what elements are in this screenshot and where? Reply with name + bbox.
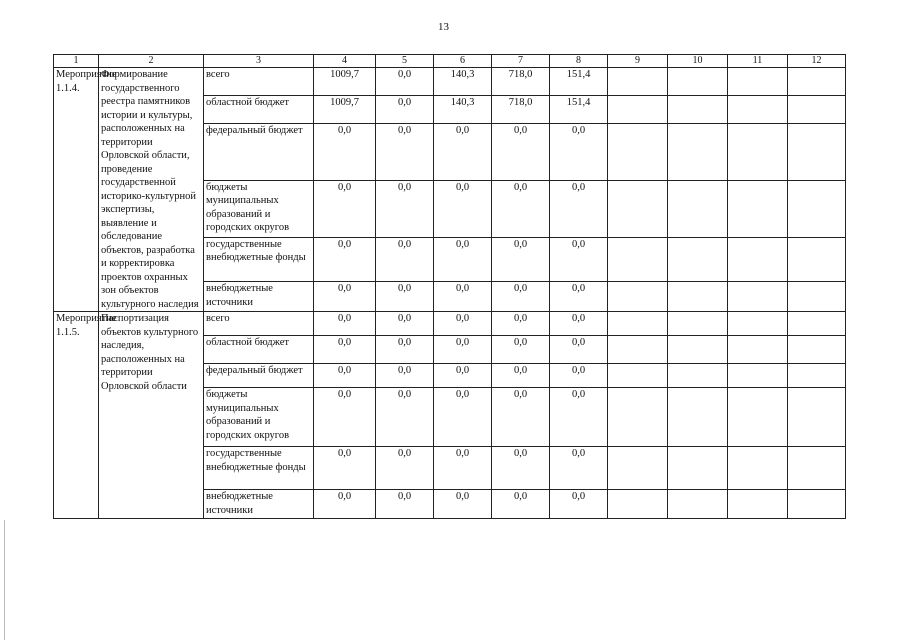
funding-source: областной бюджет xyxy=(204,336,314,364)
funding-value: 0,0 xyxy=(314,447,376,490)
empty-cell xyxy=(788,123,846,180)
empty-cell xyxy=(788,490,846,519)
funding-value: 0,0 xyxy=(434,447,492,490)
funding-source: федеральный бюджет xyxy=(204,364,314,388)
funding-value: 0,0 xyxy=(376,96,434,123)
column-header: 11 xyxy=(728,55,788,68)
funding-value: 0,0 xyxy=(314,237,376,282)
column-number-row xyxy=(54,55,846,68)
empty-cell xyxy=(608,237,668,282)
empty-cell xyxy=(728,282,788,312)
funding-value: 0,0 xyxy=(434,180,492,237)
page-number: 13 xyxy=(438,21,449,33)
funding-value: 0,0 xyxy=(492,447,550,490)
empty-cell xyxy=(788,364,846,388)
empty-cell xyxy=(668,364,728,388)
empty-cell xyxy=(728,312,788,336)
empty-cell xyxy=(788,336,846,364)
funding-value: 1009,7 xyxy=(314,96,376,123)
funding-value: 0,0 xyxy=(550,388,608,447)
funding-value: 140,3 xyxy=(434,96,492,123)
funding-value: 151,4 xyxy=(550,96,608,123)
funding-value: 0,0 xyxy=(376,312,434,336)
empty-cell xyxy=(728,447,788,490)
funding-value: 0,0 xyxy=(492,123,550,180)
empty-cell xyxy=(668,336,728,364)
column-header: 9 xyxy=(608,55,668,68)
funding-value: 0,0 xyxy=(550,312,608,336)
empty-cell xyxy=(788,312,846,336)
funding-value: 0,0 xyxy=(550,364,608,388)
column-header: 7 xyxy=(492,55,550,68)
empty-cell xyxy=(608,180,668,237)
funding-source: внебюджетные источники xyxy=(204,282,314,312)
empty-cell xyxy=(608,364,668,388)
funding-value: 0,0 xyxy=(550,282,608,312)
funding-value: 0,0 xyxy=(434,282,492,312)
empty-cell xyxy=(668,180,728,237)
funding-value: 0,0 xyxy=(376,490,434,519)
funding-value: 0,0 xyxy=(492,388,550,447)
funding-value: 0,0 xyxy=(376,364,434,388)
empty-cell xyxy=(608,447,668,490)
empty-cell xyxy=(668,490,728,519)
column-header: 3 xyxy=(204,55,314,68)
funding-value: 0,0 xyxy=(314,336,376,364)
funding-value: 0,0 xyxy=(434,388,492,447)
funding-value: 140,3 xyxy=(434,68,492,96)
empty-cell xyxy=(668,96,728,123)
funding-value: 0,0 xyxy=(550,180,608,237)
empty-cell xyxy=(788,68,846,96)
funding-value: 0,0 xyxy=(434,312,492,336)
funding-value: 0,0 xyxy=(314,312,376,336)
funding-value: 0,0 xyxy=(376,388,434,447)
column-header: 12 xyxy=(788,55,846,68)
empty-cell xyxy=(728,490,788,519)
funding-value: 0,0 xyxy=(492,364,550,388)
empty-cell xyxy=(728,364,788,388)
funding-source: государственные внебюджетные фонды xyxy=(204,447,314,490)
funding-source: всего xyxy=(204,312,314,336)
empty-cell xyxy=(728,123,788,180)
empty-cell xyxy=(668,282,728,312)
funding-value: 0,0 xyxy=(492,237,550,282)
empty-cell xyxy=(728,68,788,96)
empty-cell xyxy=(788,96,846,123)
column-header: 6 xyxy=(434,55,492,68)
funding-value: 0,0 xyxy=(492,180,550,237)
funding-value: 0,0 xyxy=(376,123,434,180)
empty-cell xyxy=(668,388,728,447)
funding-value: 0,0 xyxy=(376,447,434,490)
column-header: 10 xyxy=(668,55,728,68)
funding-value: 0,0 xyxy=(314,490,376,519)
funding-value: 0,0 xyxy=(314,123,376,180)
measure-code: Мероприятие 1.1.4. xyxy=(54,68,99,312)
table-row xyxy=(54,312,846,336)
empty-cell xyxy=(788,237,846,282)
empty-cell xyxy=(668,123,728,180)
funding-value: 0,0 xyxy=(550,123,608,180)
funding-value: 0,0 xyxy=(376,237,434,282)
funding-value: 0,0 xyxy=(314,364,376,388)
funding-source: внебюджетные источники xyxy=(204,490,314,519)
empty-cell xyxy=(728,388,788,447)
funding-value: 718,0 xyxy=(492,68,550,96)
funding-value: 0,0 xyxy=(434,237,492,282)
funding-source: всего xyxy=(204,68,314,96)
funding-value: 0,0 xyxy=(434,123,492,180)
funding-source: федеральный бюджет xyxy=(204,123,314,180)
measure-description: Паспортизация объектов культурного наследия, расположенных на территории Орловской области xyxy=(99,312,204,519)
funding-value: 151,4 xyxy=(550,68,608,96)
funding-source: бюджеты муниципальных образований и городских округов xyxy=(204,388,314,447)
funding-value: 0,0 xyxy=(434,490,492,519)
funding-source: областной бюджет xyxy=(204,96,314,123)
funding-value: 0,0 xyxy=(376,282,434,312)
empty-cell xyxy=(608,123,668,180)
funding-value: 0,0 xyxy=(550,447,608,490)
funding-value: 0,0 xyxy=(434,364,492,388)
funding-value: 0,0 xyxy=(376,180,434,237)
empty-cell xyxy=(668,447,728,490)
empty-cell xyxy=(728,96,788,123)
empty-cell xyxy=(728,237,788,282)
scan-edge-line xyxy=(4,520,5,640)
empty-cell xyxy=(728,336,788,364)
funding-value: 0,0 xyxy=(314,388,376,447)
measure-description: Формирование государственного реестра памятников истории и культуры, расположенных на территории Орловской области, проведение государственной историко-культурной экспертизы, выявление и обследование объектов, разработка и корректировка проектов охранных зон объектов культурного наследия xyxy=(99,68,204,312)
empty-cell xyxy=(608,68,668,96)
column-header: 1 xyxy=(54,55,99,68)
funding-value: 1009,7 xyxy=(314,68,376,96)
empty-cell xyxy=(788,282,846,312)
empty-cell xyxy=(608,96,668,123)
column-header: 5 xyxy=(376,55,434,68)
funding-source: бюджеты муниципальных образований и городских округов xyxy=(204,180,314,237)
funding-value: 718,0 xyxy=(492,96,550,123)
funding-source: государственные внебюджетные фонды xyxy=(204,237,314,282)
table-row xyxy=(54,68,846,96)
column-header: 8 xyxy=(550,55,608,68)
empty-cell xyxy=(608,388,668,447)
funding-value: 0,0 xyxy=(492,336,550,364)
funding-value: 0,0 xyxy=(550,336,608,364)
empty-cell xyxy=(788,447,846,490)
empty-cell xyxy=(608,282,668,312)
empty-cell xyxy=(608,490,668,519)
funding-value: 0,0 xyxy=(492,490,550,519)
column-header: 4 xyxy=(314,55,376,68)
funding-value: 0,0 xyxy=(376,336,434,364)
empty-cell xyxy=(608,312,668,336)
funding-value: 0,0 xyxy=(550,490,608,519)
funding-table xyxy=(53,54,846,519)
measure-code: Мероприятие 1.1.5. xyxy=(54,312,99,519)
empty-cell xyxy=(728,180,788,237)
empty-cell xyxy=(668,312,728,336)
empty-cell xyxy=(668,68,728,96)
column-header: 2 xyxy=(99,55,204,68)
empty-cell xyxy=(608,336,668,364)
funding-value: 0,0 xyxy=(550,237,608,282)
empty-cell xyxy=(668,237,728,282)
funding-value: 0,0 xyxy=(492,312,550,336)
funding-value: 0,0 xyxy=(434,336,492,364)
funding-value: 0,0 xyxy=(314,282,376,312)
funding-value: 0,0 xyxy=(314,180,376,237)
funding-value: 0,0 xyxy=(376,68,434,96)
empty-cell xyxy=(788,180,846,237)
empty-cell xyxy=(788,388,846,447)
funding-value: 0,0 xyxy=(492,282,550,312)
